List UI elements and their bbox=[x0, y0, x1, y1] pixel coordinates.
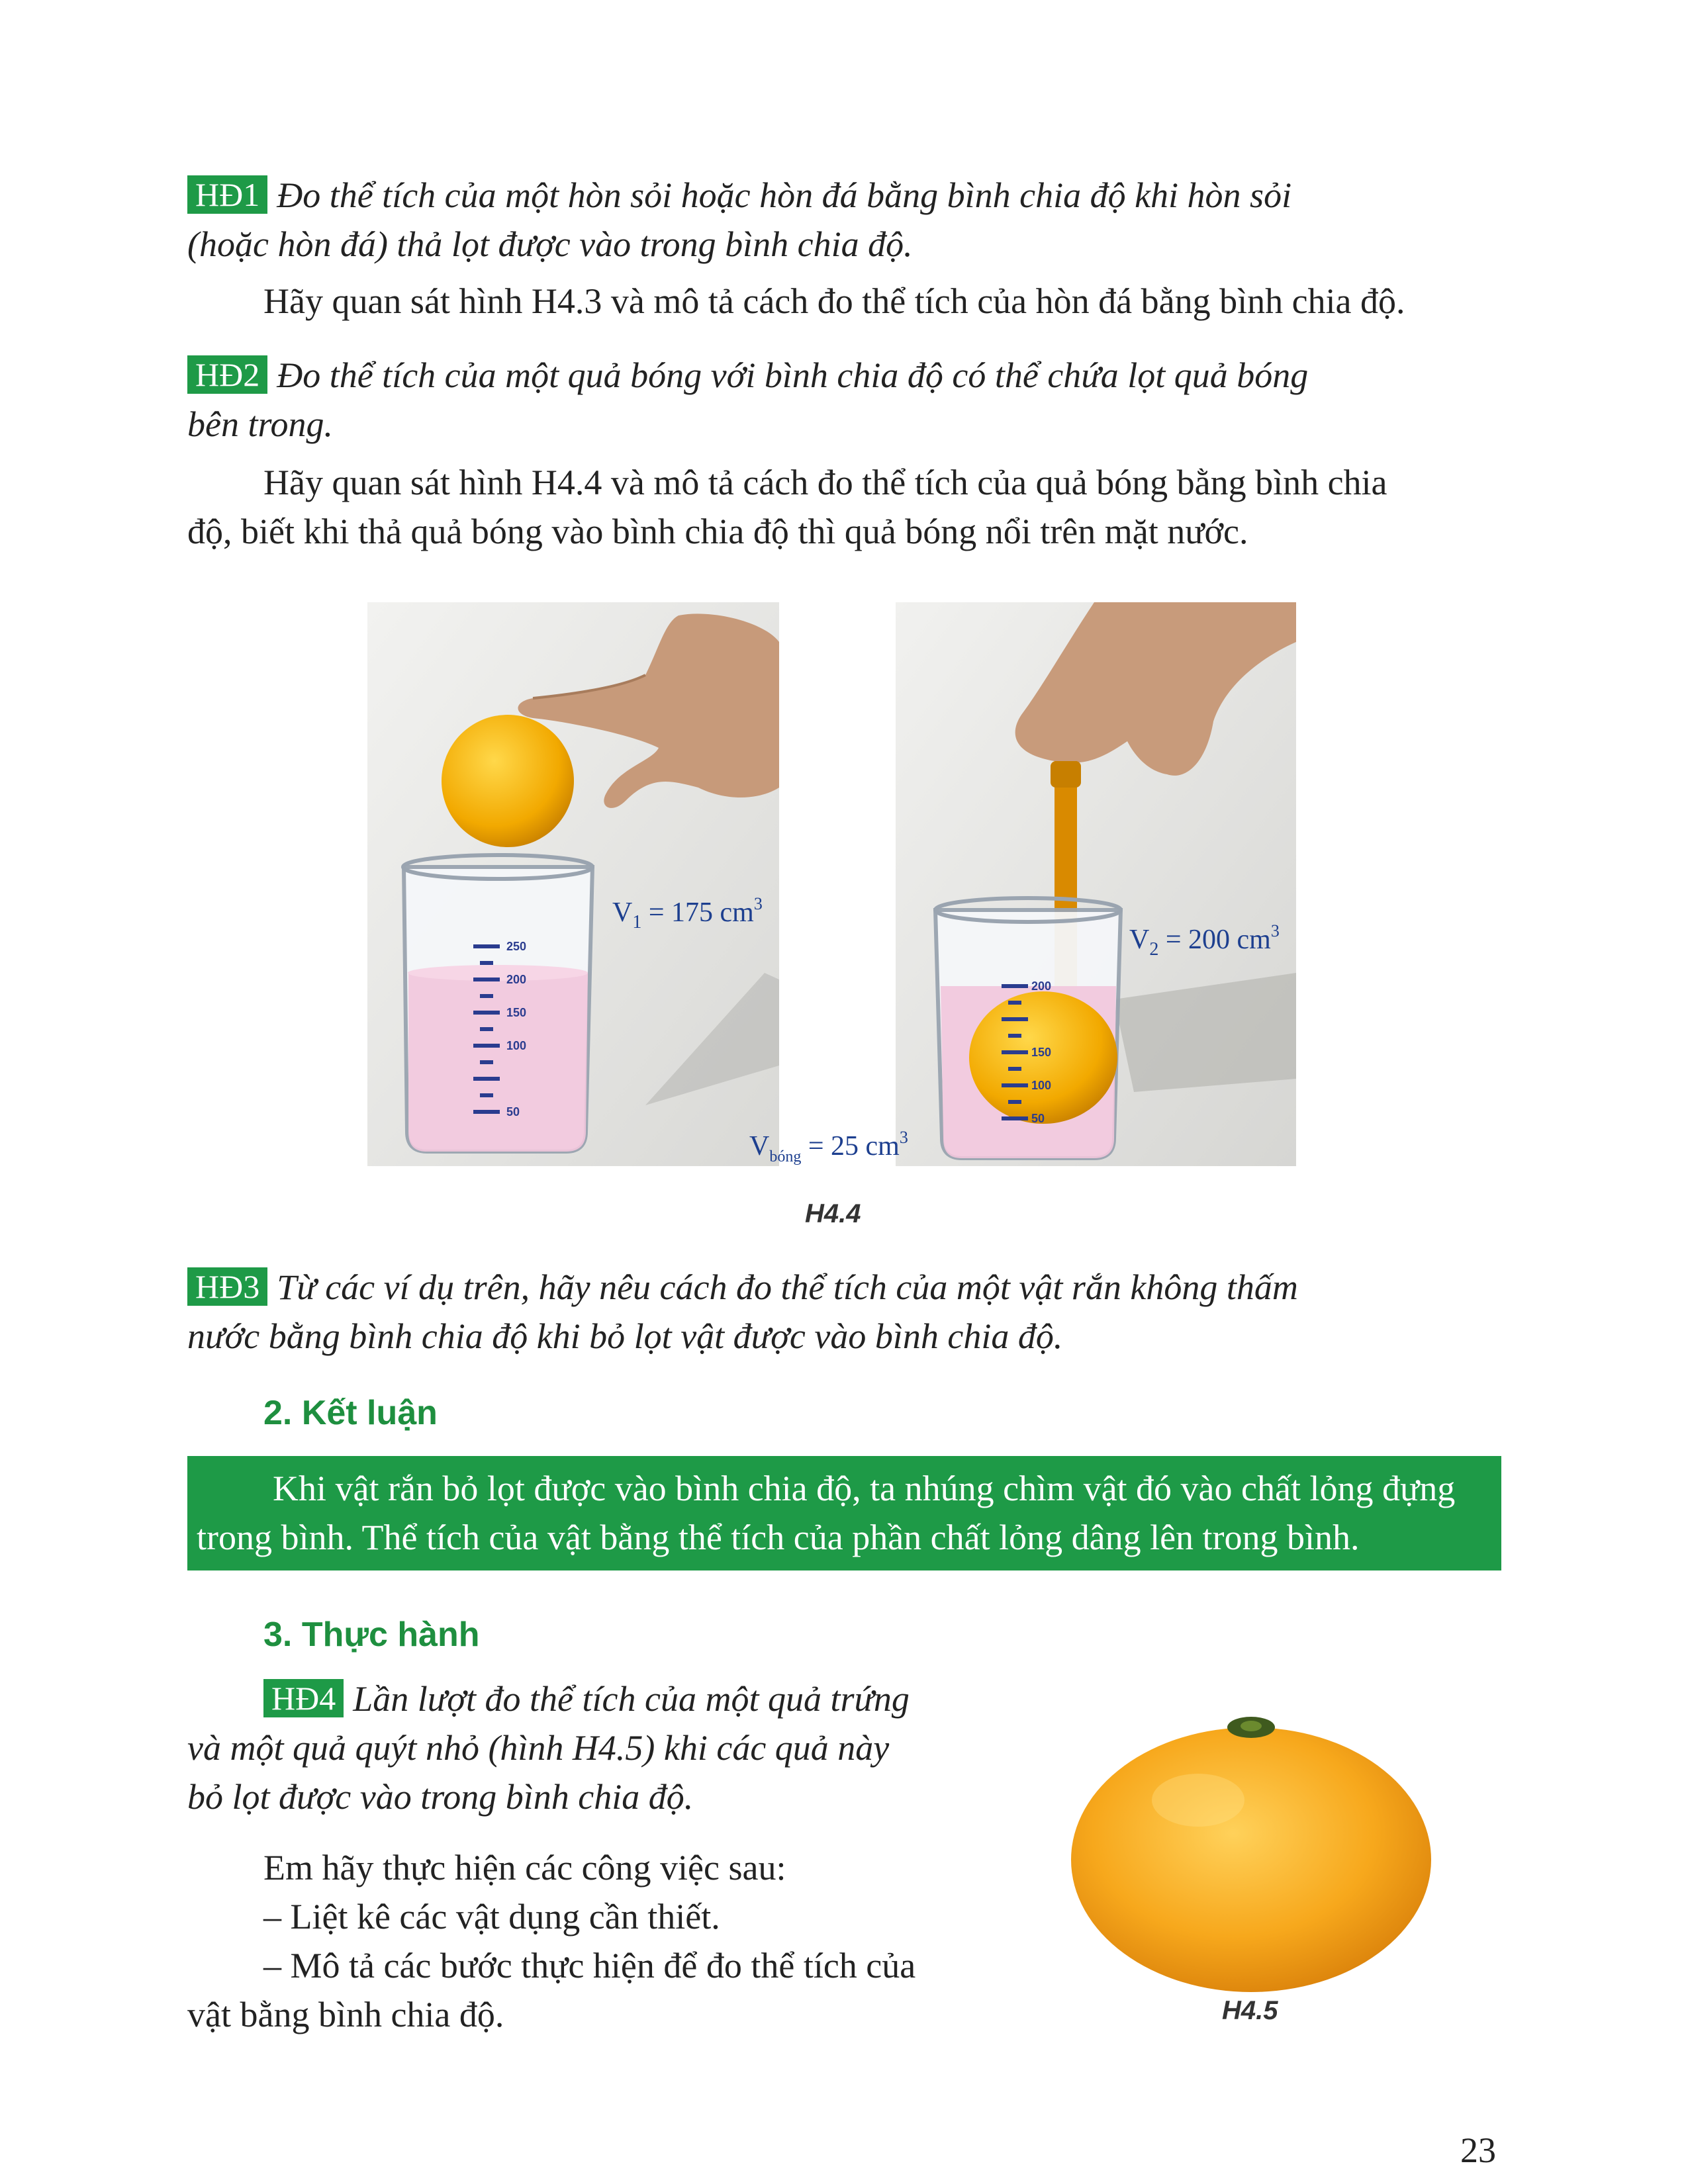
conclusion-box bbox=[187, 1456, 1501, 1570]
task-intro: Em hãy thực hiện các công việc sau: bbox=[263, 1848, 786, 1888]
hd3-line1: Từ các ví dụ trên, hãy nêu cách đo thể tích của một vật rắn không thấm bbox=[277, 1267, 1298, 1307]
hd1-line1: Đo thể tích của một hòn sỏi hoặc hòn đá bằng bình chia độ khi hòn sỏi bbox=[277, 175, 1292, 215]
figure-h45-caption: H4.5 bbox=[1222, 1996, 1278, 2025]
v1-label: $V_1 = 175$ $cm^3$ bbox=[612, 894, 763, 933]
task-list bbox=[187, 1843, 915, 2039]
beaker2-tick-200: 200 bbox=[1031, 979, 1052, 993]
hd3-question bbox=[187, 1263, 1298, 1361]
task-2-line2: vật bằng bình chia độ. bbox=[187, 1995, 504, 2034]
hd3-line2: nước bằng bình chia độ khi bỏ lọt vật được vào bình chia độ. bbox=[187, 1316, 1063, 1356]
hd4-line2: và một quả quýt nhỏ (hình H4.5) khi các quả này bbox=[187, 1728, 890, 1768]
beaker1-tick-50: 50 bbox=[506, 1105, 520, 1118]
tangerine-image bbox=[1066, 1701, 1436, 1999]
beaker2-tick-50: 50 bbox=[1031, 1112, 1045, 1125]
hd2-line1: Đo thể tích của một quả bóng với bình chia độ có thể chứa lọt quả bóng bbox=[277, 355, 1309, 395]
hd4-line3: bỏ lọt được vào trong bình chia độ. bbox=[187, 1777, 694, 1817]
page-number: 23 bbox=[1460, 2130, 1496, 2170]
hd4-tag: HĐ4 bbox=[263, 1679, 344, 1717]
hd2-instruction-line1: Hãy quan sát hình H4.4 và mô tả cách đo thể tích của quả bóng bằng bình chia bbox=[263, 463, 1387, 502]
beaker2-tick-100: 100 bbox=[1031, 1079, 1052, 1092]
hd2-instruction-line2: độ, biết khi thả quả bóng vào bình chia độ thì quả bóng nổi trên mặt nước. bbox=[187, 512, 1248, 551]
figure-h44-caption: H4.4 bbox=[805, 1199, 861, 1228]
section3-heading: 3. Thực hành bbox=[263, 1615, 480, 1654]
hd1-line2: (hoặc hòn đá) thả lọt được vào trong bình chia độ. bbox=[187, 224, 913, 264]
task-2-line1: – Mô tả các bước thực hiện để đo thể tích của bbox=[263, 1946, 916, 1985]
hd4-line1: Lần lượt đo thể tích của một quả trứng bbox=[353, 1679, 910, 1719]
hd3-tag: HĐ3 bbox=[187, 1267, 267, 1306]
hd1-instruction: Hãy quan sát hình H4.3 và mô tả cách đo thể tích của hòn đá bằng bình chia độ. bbox=[263, 281, 1405, 321]
section2-heading: 2. Kết luận bbox=[263, 1394, 438, 1432]
beaker2-tick-150: 150 bbox=[1031, 1046, 1052, 1059]
conclusion-line1: Khi vật rắn bỏ lọt được vào bình chia độ, ta nhúng chìm vật đó vào chất lỏng đựng bbox=[273, 1469, 1456, 1508]
hd4-question bbox=[187, 1674, 910, 1821]
conclusion-line2: trong bình. Thể tích của vật bằng thể tích của phần chất lỏng dâng lên trong bình. bbox=[197, 1518, 1360, 1557]
v2-label: $V_2 = 200$ $cm^3$ bbox=[1129, 921, 1280, 960]
beaker1-tick-100: 100 bbox=[506, 1039, 527, 1052]
hd2-tag: HĐ2 bbox=[187, 355, 267, 394]
task-1: – Liệt kê các vật dụng cần thiết. bbox=[263, 1897, 720, 1936]
vbong-label: $V_{bóng} = 25$ $cm^3$ bbox=[749, 1128, 908, 1165]
beaker1-tick-250: 250 bbox=[506, 940, 527, 953]
beaker1-tick-150: 150 bbox=[506, 1006, 527, 1019]
hd1-tag: HĐ1 bbox=[187, 175, 267, 214]
hd2-line2: bên trong. bbox=[187, 404, 333, 444]
beaker1-tick-200: 200 bbox=[506, 973, 527, 986]
